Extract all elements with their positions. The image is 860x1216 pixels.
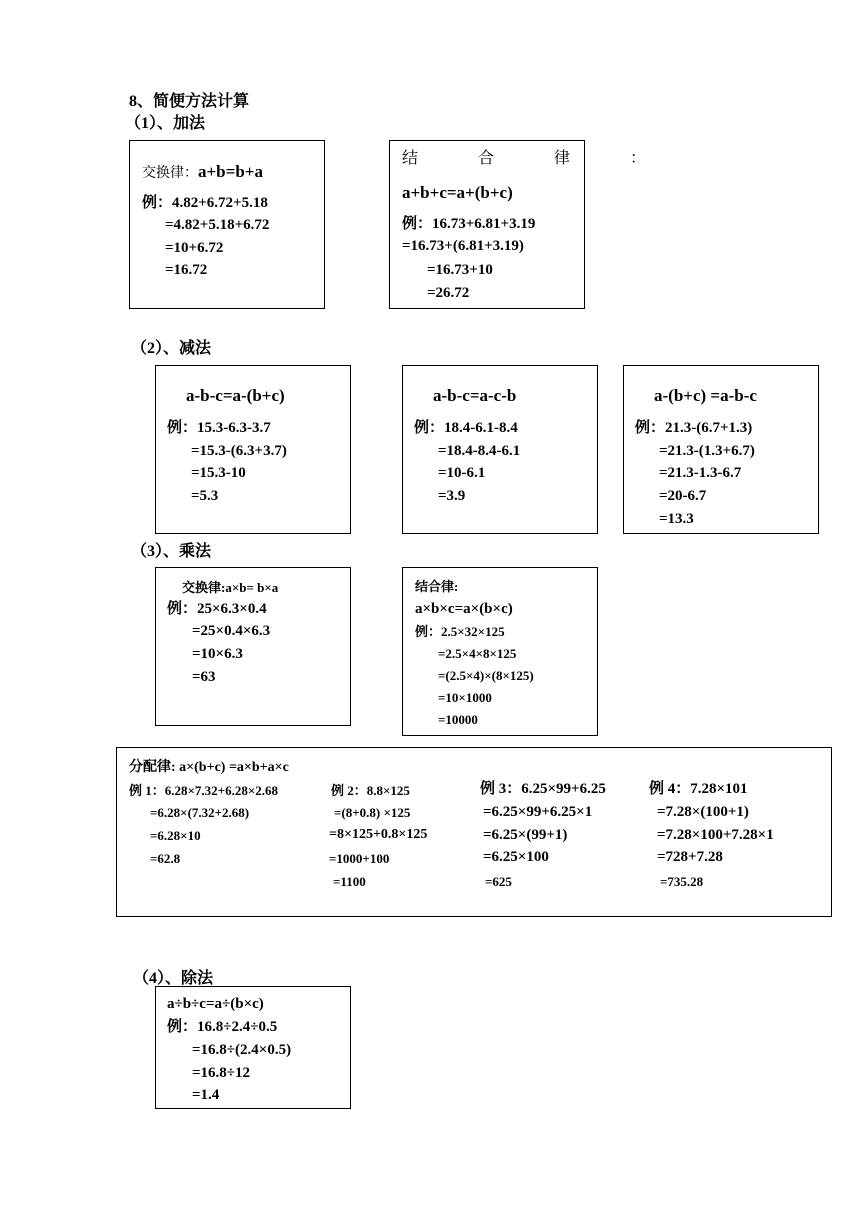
law-title: 结 合 律 ： bbox=[402, 150, 675, 167]
addition-heading: （1）、加法 bbox=[125, 115, 206, 132]
example-1-step: =6.28×10 bbox=[150, 828, 201, 843]
addition-associative-box bbox=[389, 140, 675, 309]
example-2-step: =1000+100 bbox=[329, 851, 390, 866]
example-1-line: 例 1：6.28×7.32+6.28×2.68 bbox=[129, 783, 278, 798]
law-prefix: 交换律： bbox=[142, 166, 198, 181]
step-line: =2.5×4×8×125 bbox=[438, 646, 517, 661]
step-line: =16.73+10 bbox=[427, 262, 493, 278]
step-line: =(2.5×4)×(8×125) bbox=[438, 668, 534, 683]
law-formula: a÷b÷c=a÷(b×c) bbox=[167, 996, 264, 1012]
example-line: 例：16.73+6.81+3.19 bbox=[402, 216, 536, 232]
example-line: 例：16.8÷2.4÷0.5 bbox=[167, 1019, 278, 1035]
division-box bbox=[155, 986, 351, 1109]
law-title: 结合律: bbox=[415, 579, 459, 594]
step-line: =15.3-10 bbox=[191, 465, 246, 481]
step-line: =21.3-(1.3+6.7) bbox=[659, 443, 755, 459]
example-4-step: =7.28×100+7.28×1 bbox=[657, 827, 774, 843]
step-line: =16.8÷12 bbox=[192, 1065, 251, 1081]
law-formula: a-b-c=a-c-b bbox=[433, 386, 517, 405]
example-1-step: =6.28×(7.32+2.68) bbox=[150, 805, 250, 820]
step-line: =16.72 bbox=[165, 262, 208, 278]
step-line: =20-6.7 bbox=[659, 488, 707, 504]
step-line: =10+6.72 bbox=[165, 240, 224, 256]
example-4-step: =7.28×(100+1) bbox=[657, 804, 749, 820]
example-line: 例：21.3-(6.7+1.3) bbox=[635, 420, 753, 436]
law-line bbox=[142, 163, 263, 181]
step-line: =13.3 bbox=[659, 511, 694, 527]
multiplication-heading: （3）、乘法 bbox=[131, 543, 212, 560]
step-line: =26.72 bbox=[427, 285, 470, 301]
step-line: =18.4-8.4-6.1 bbox=[438, 443, 521, 459]
example-3-step: =6.25×(99+1) bbox=[483, 827, 568, 843]
distributive-box bbox=[116, 747, 832, 917]
addition-commutative-box bbox=[129, 140, 325, 309]
example-3-step: =6.25×99+6.25×1 bbox=[483, 804, 593, 820]
multiplication-commutative-box bbox=[155, 567, 351, 726]
step-line: =16.73+(6.81+3.19) bbox=[402, 238, 524, 254]
subtraction-box-3 bbox=[623, 365, 819, 534]
example-line: 例：18.4-6.1-8.4 bbox=[414, 420, 518, 436]
example-line: 例：15.3-6.3-3.7 bbox=[167, 420, 271, 436]
example-2-step: =8×125+0.8×125 bbox=[329, 827, 428, 842]
example-2-line: 例 2：8.8×125 bbox=[331, 783, 410, 798]
example-4-step: =728+7.28 bbox=[657, 849, 723, 865]
example-4-step: =735.28 bbox=[660, 874, 704, 889]
step-line: =3.9 bbox=[438, 488, 466, 504]
law-formula: a-(b+c) =a-b-c bbox=[654, 386, 757, 405]
example-4-line: 例 4：7.28×101 bbox=[649, 781, 748, 797]
step-line: =25×0.4×6.3 bbox=[192, 623, 271, 639]
step-line: =4.82+5.18+6.72 bbox=[165, 217, 270, 233]
law-formula: a×b×c=a×(b×c) bbox=[415, 601, 513, 617]
example-2-step: =(8+0.8) ×125 bbox=[334, 805, 411, 820]
step-line: =10×6.3 bbox=[192, 646, 243, 662]
law-formula: a-b-c=a-(b+c) bbox=[186, 386, 285, 405]
step-line: =10-6.1 bbox=[438, 465, 486, 481]
example-3-line: 例 3：6.25×99+6.25 bbox=[480, 781, 606, 797]
step-line: =16.8÷(2.4×0.5) bbox=[192, 1042, 292, 1058]
step-line: =10×1000 bbox=[438, 690, 492, 705]
section-title: 8、简便方法计算 bbox=[129, 93, 250, 110]
step-line: =63 bbox=[192, 669, 216, 685]
step-line: =15.3-(6.3+3.7) bbox=[191, 443, 287, 459]
subtraction-heading: （2）、减法 bbox=[131, 340, 212, 357]
law-formula: a+b=b+a bbox=[198, 162, 263, 181]
step-line: =21.3-1.3-6.7 bbox=[659, 465, 742, 481]
example-line: 例：2.5×32×125 bbox=[415, 624, 505, 639]
step-line: =5.3 bbox=[191, 488, 219, 504]
example-3-step: =6.25×100 bbox=[483, 849, 549, 865]
law-formula: a+b+c=a+(b+c) bbox=[402, 183, 513, 202]
subtraction-box-1 bbox=[155, 365, 351, 534]
example-1-step: =62.8 bbox=[150, 851, 181, 866]
step-line: =10000 bbox=[438, 712, 478, 727]
multiplication-associative-box bbox=[402, 567, 598, 736]
example-line: 例：25×6.3×0.4 bbox=[167, 601, 267, 617]
example-3-step: =625 bbox=[485, 874, 512, 889]
law-formula: 交换律:a×b= b×a bbox=[182, 580, 279, 595]
law-formula: 分配律: a×(b+c) =a×b+a×c bbox=[129, 760, 289, 775]
example-line: 例：4.82+6.72+5.18 bbox=[142, 195, 268, 211]
example-2-step: =1100 bbox=[333, 874, 366, 889]
subtraction-box-2 bbox=[402, 365, 598, 534]
division-heading: （4）、除法 bbox=[133, 970, 214, 987]
step-line: =1.4 bbox=[192, 1087, 220, 1103]
